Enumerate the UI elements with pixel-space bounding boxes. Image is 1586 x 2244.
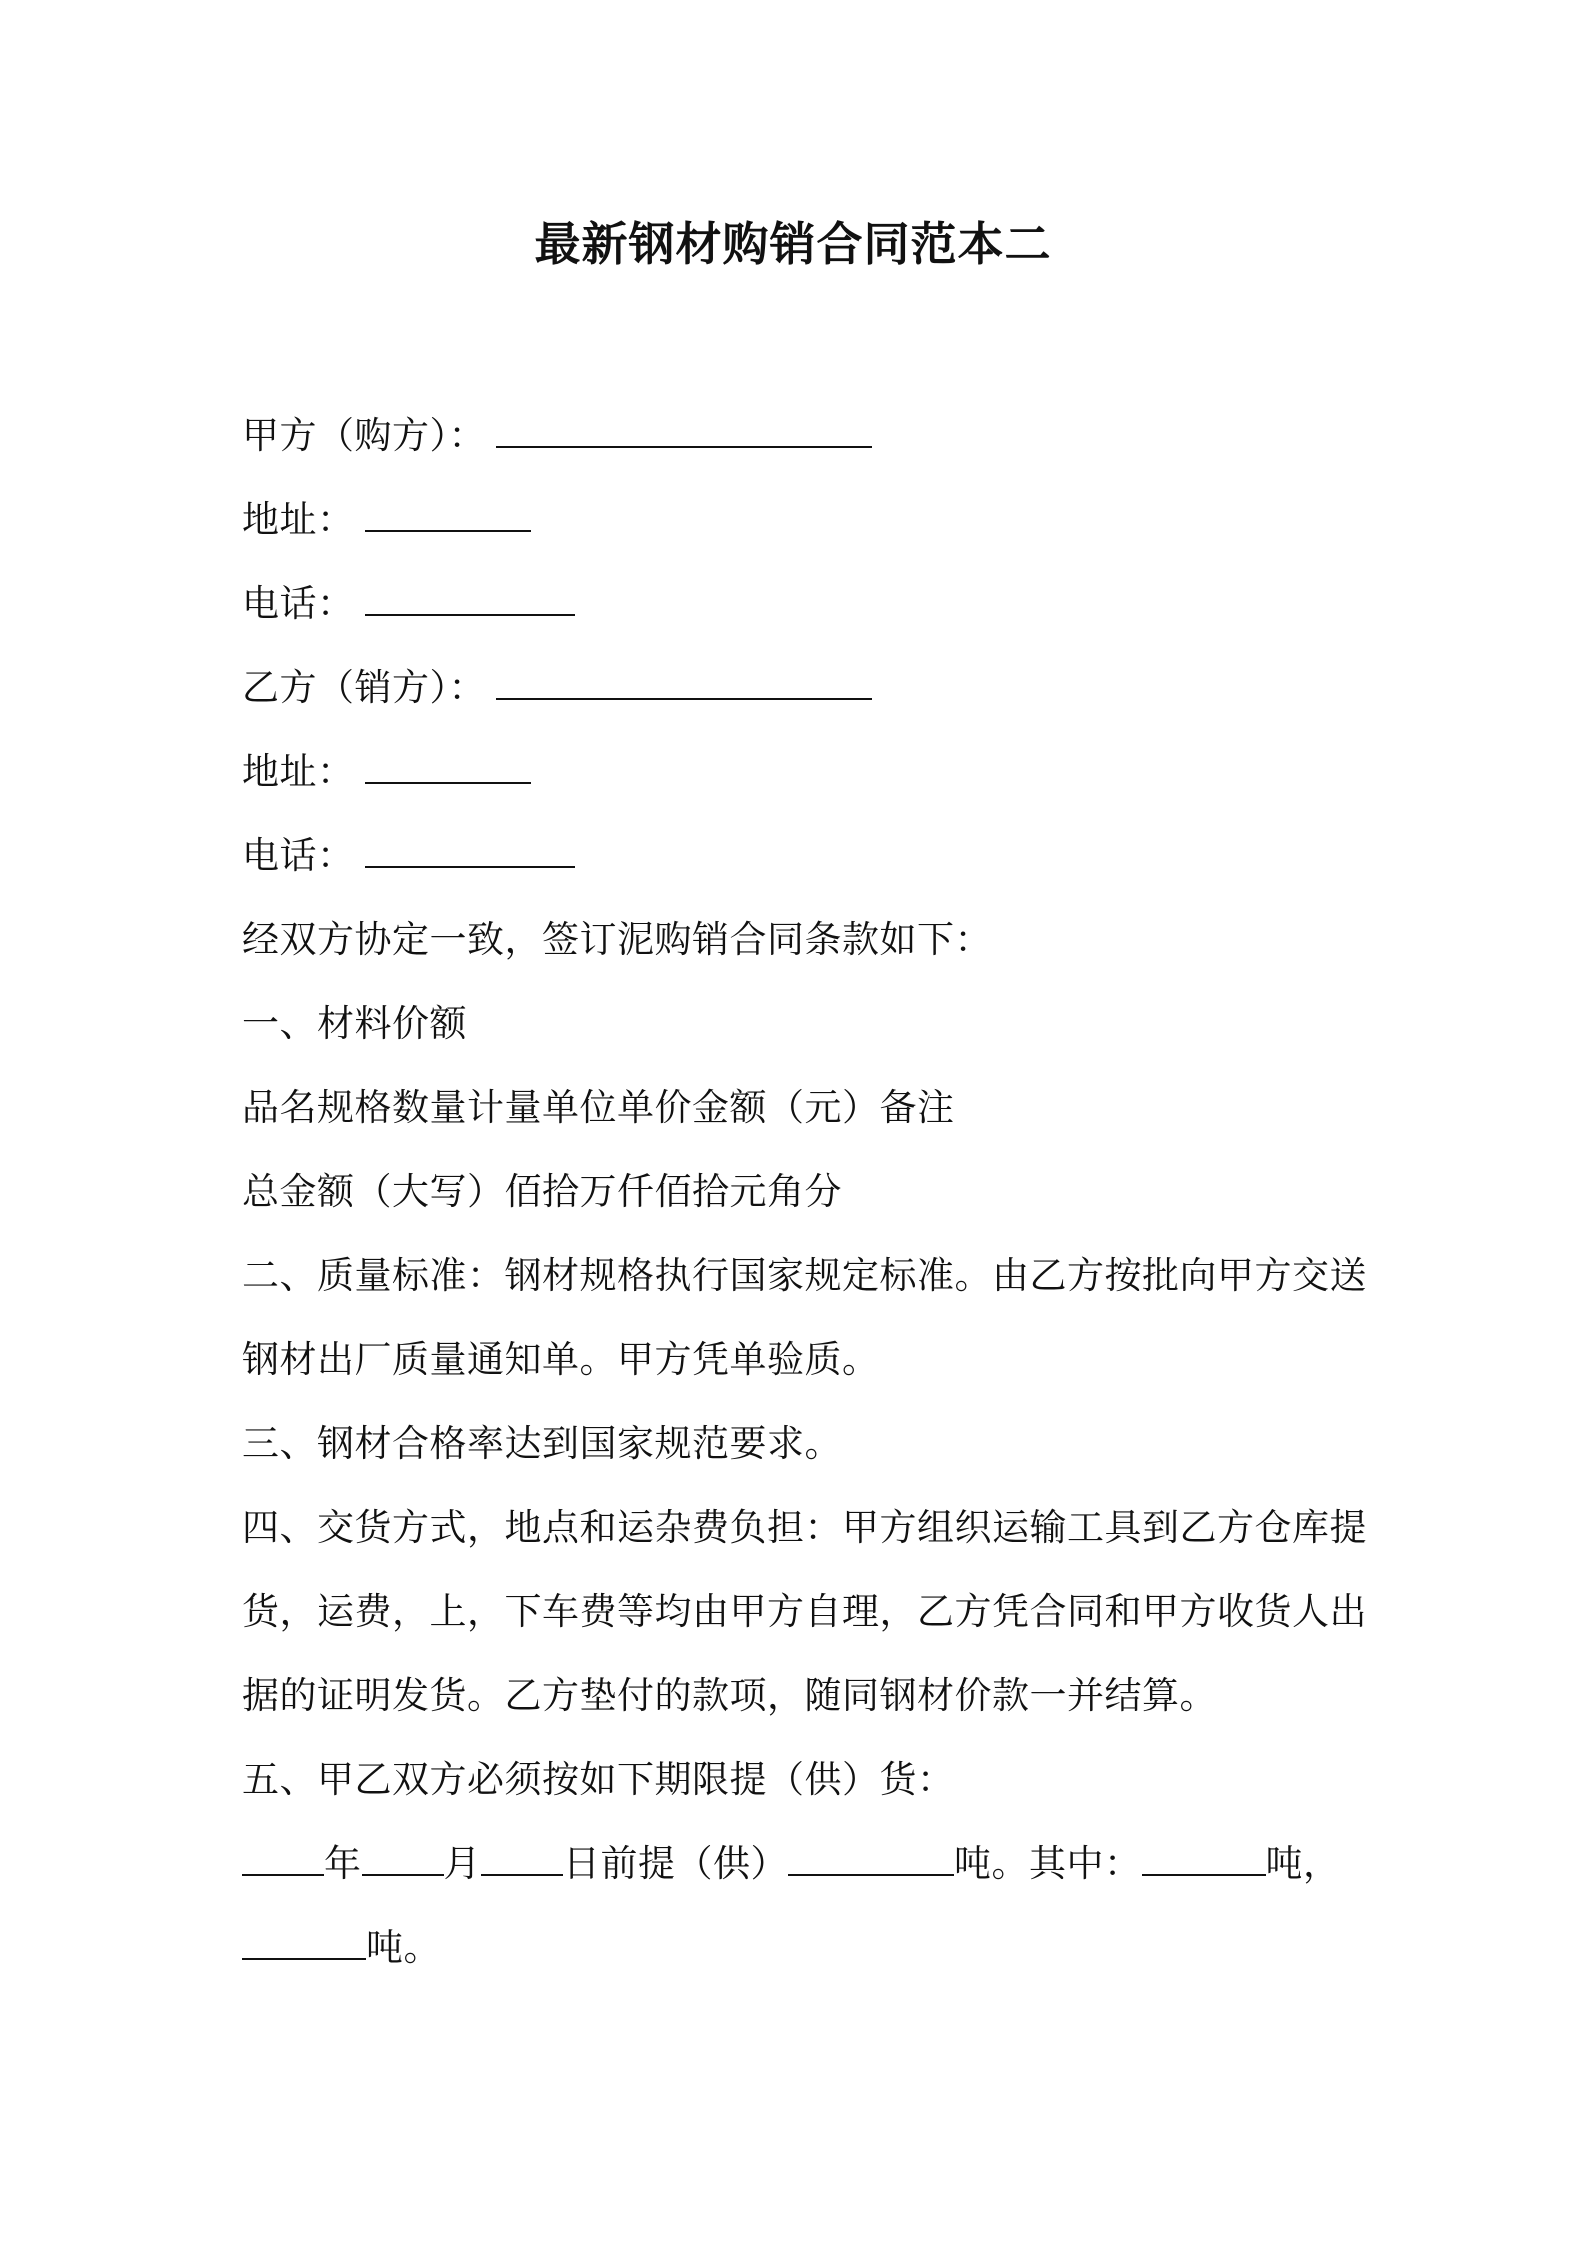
party-a-address-label: 地址： [242, 498, 355, 541]
clause4-line2: 货，运费，上，下车费等均由甲方自理，乙方凭合同和甲方收货人出 [242, 1590, 1367, 1633]
clause5-schedule-line [242, 1839, 1341, 1889]
party-b-phone-blank[interactable] [365, 836, 575, 868]
document-title: 最新钢材购销合同范本二 [534, 217, 1052, 271]
party-a-phone-blank[interactable] [365, 584, 575, 616]
total-ton-blank[interactable] [788, 1844, 954, 1876]
ton-part1-blank[interactable] [1142, 1844, 1266, 1876]
party-b-name-blank[interactable] [496, 668, 872, 700]
clause2-line1: 二、质量标准：钢材规格执行国家规定标准。由乙方按批向甲方交送 [242, 1254, 1367, 1297]
party-b-phone-line [242, 831, 575, 881]
party-b-address-blank[interactable] [365, 752, 531, 784]
party-b-address-label: 地址： [242, 750, 355, 793]
day-before-label: 日前提（供） [563, 1842, 788, 1885]
clause4-line1: 四、交货方式，地点和运杂费负担：甲方组织运输工具到乙方仓库提 [242, 1506, 1367, 1549]
party-b-phone-label: 电话： [242, 834, 355, 877]
clause2-line2: 钢材出厂质量通知单。甲方凭单验质。 [242, 1338, 880, 1381]
clause1-total: 总金额（大写）佰拾万仟佰拾元角分 [242, 1170, 842, 1213]
clause1-heading: 一、材料价额 [242, 1002, 467, 1045]
party-a-line [242, 411, 872, 461]
month-blank[interactable] [362, 1844, 444, 1876]
clause3-text: 三、钢材合格率达到国家规范要求。 [242, 1422, 842, 1465]
party-a-phone-label: 电话： [242, 582, 355, 625]
ton-comma-label: 吨， [1265, 1842, 1341, 1885]
party-a-name-blank[interactable] [496, 416, 872, 448]
ton-among-label: 吨。其中： [954, 1842, 1142, 1885]
day-blank[interactable] [481, 1844, 563, 1876]
intro-text: 经双方协定一致，签订泥购销合同条款如下： [242, 918, 992, 961]
clause4-line3: 据的证明发货。乙方垫付的款项，随同钢材价款一并结算。 [242, 1674, 1217, 1717]
party-a-phone-line [242, 579, 575, 629]
clause5-last-line [242, 1923, 441, 1973]
clause5-heading: 五、甲乙双方必须按如下期限提（供）货： [242, 1758, 955, 1801]
party-b-label: 乙方（销方）： [242, 666, 486, 709]
party-b-address-line [242, 747, 531, 797]
party-a-address-line [242, 495, 531, 545]
year-label: 年 [324, 1842, 362, 1885]
party-a-address-blank[interactable] [365, 500, 531, 532]
year-blank[interactable] [242, 1844, 324, 1876]
clause1-columns: 品名规格数量计量单位单价金额（元）备注 [242, 1086, 955, 1129]
ton-end-label: 吨。 [366, 1926, 441, 1969]
month-label: 月 [443, 1842, 481, 1885]
party-a-label: 甲方（购方）： [242, 414, 486, 457]
ton-part2-blank[interactable] [242, 1928, 366, 1960]
party-b-line [242, 663, 872, 713]
